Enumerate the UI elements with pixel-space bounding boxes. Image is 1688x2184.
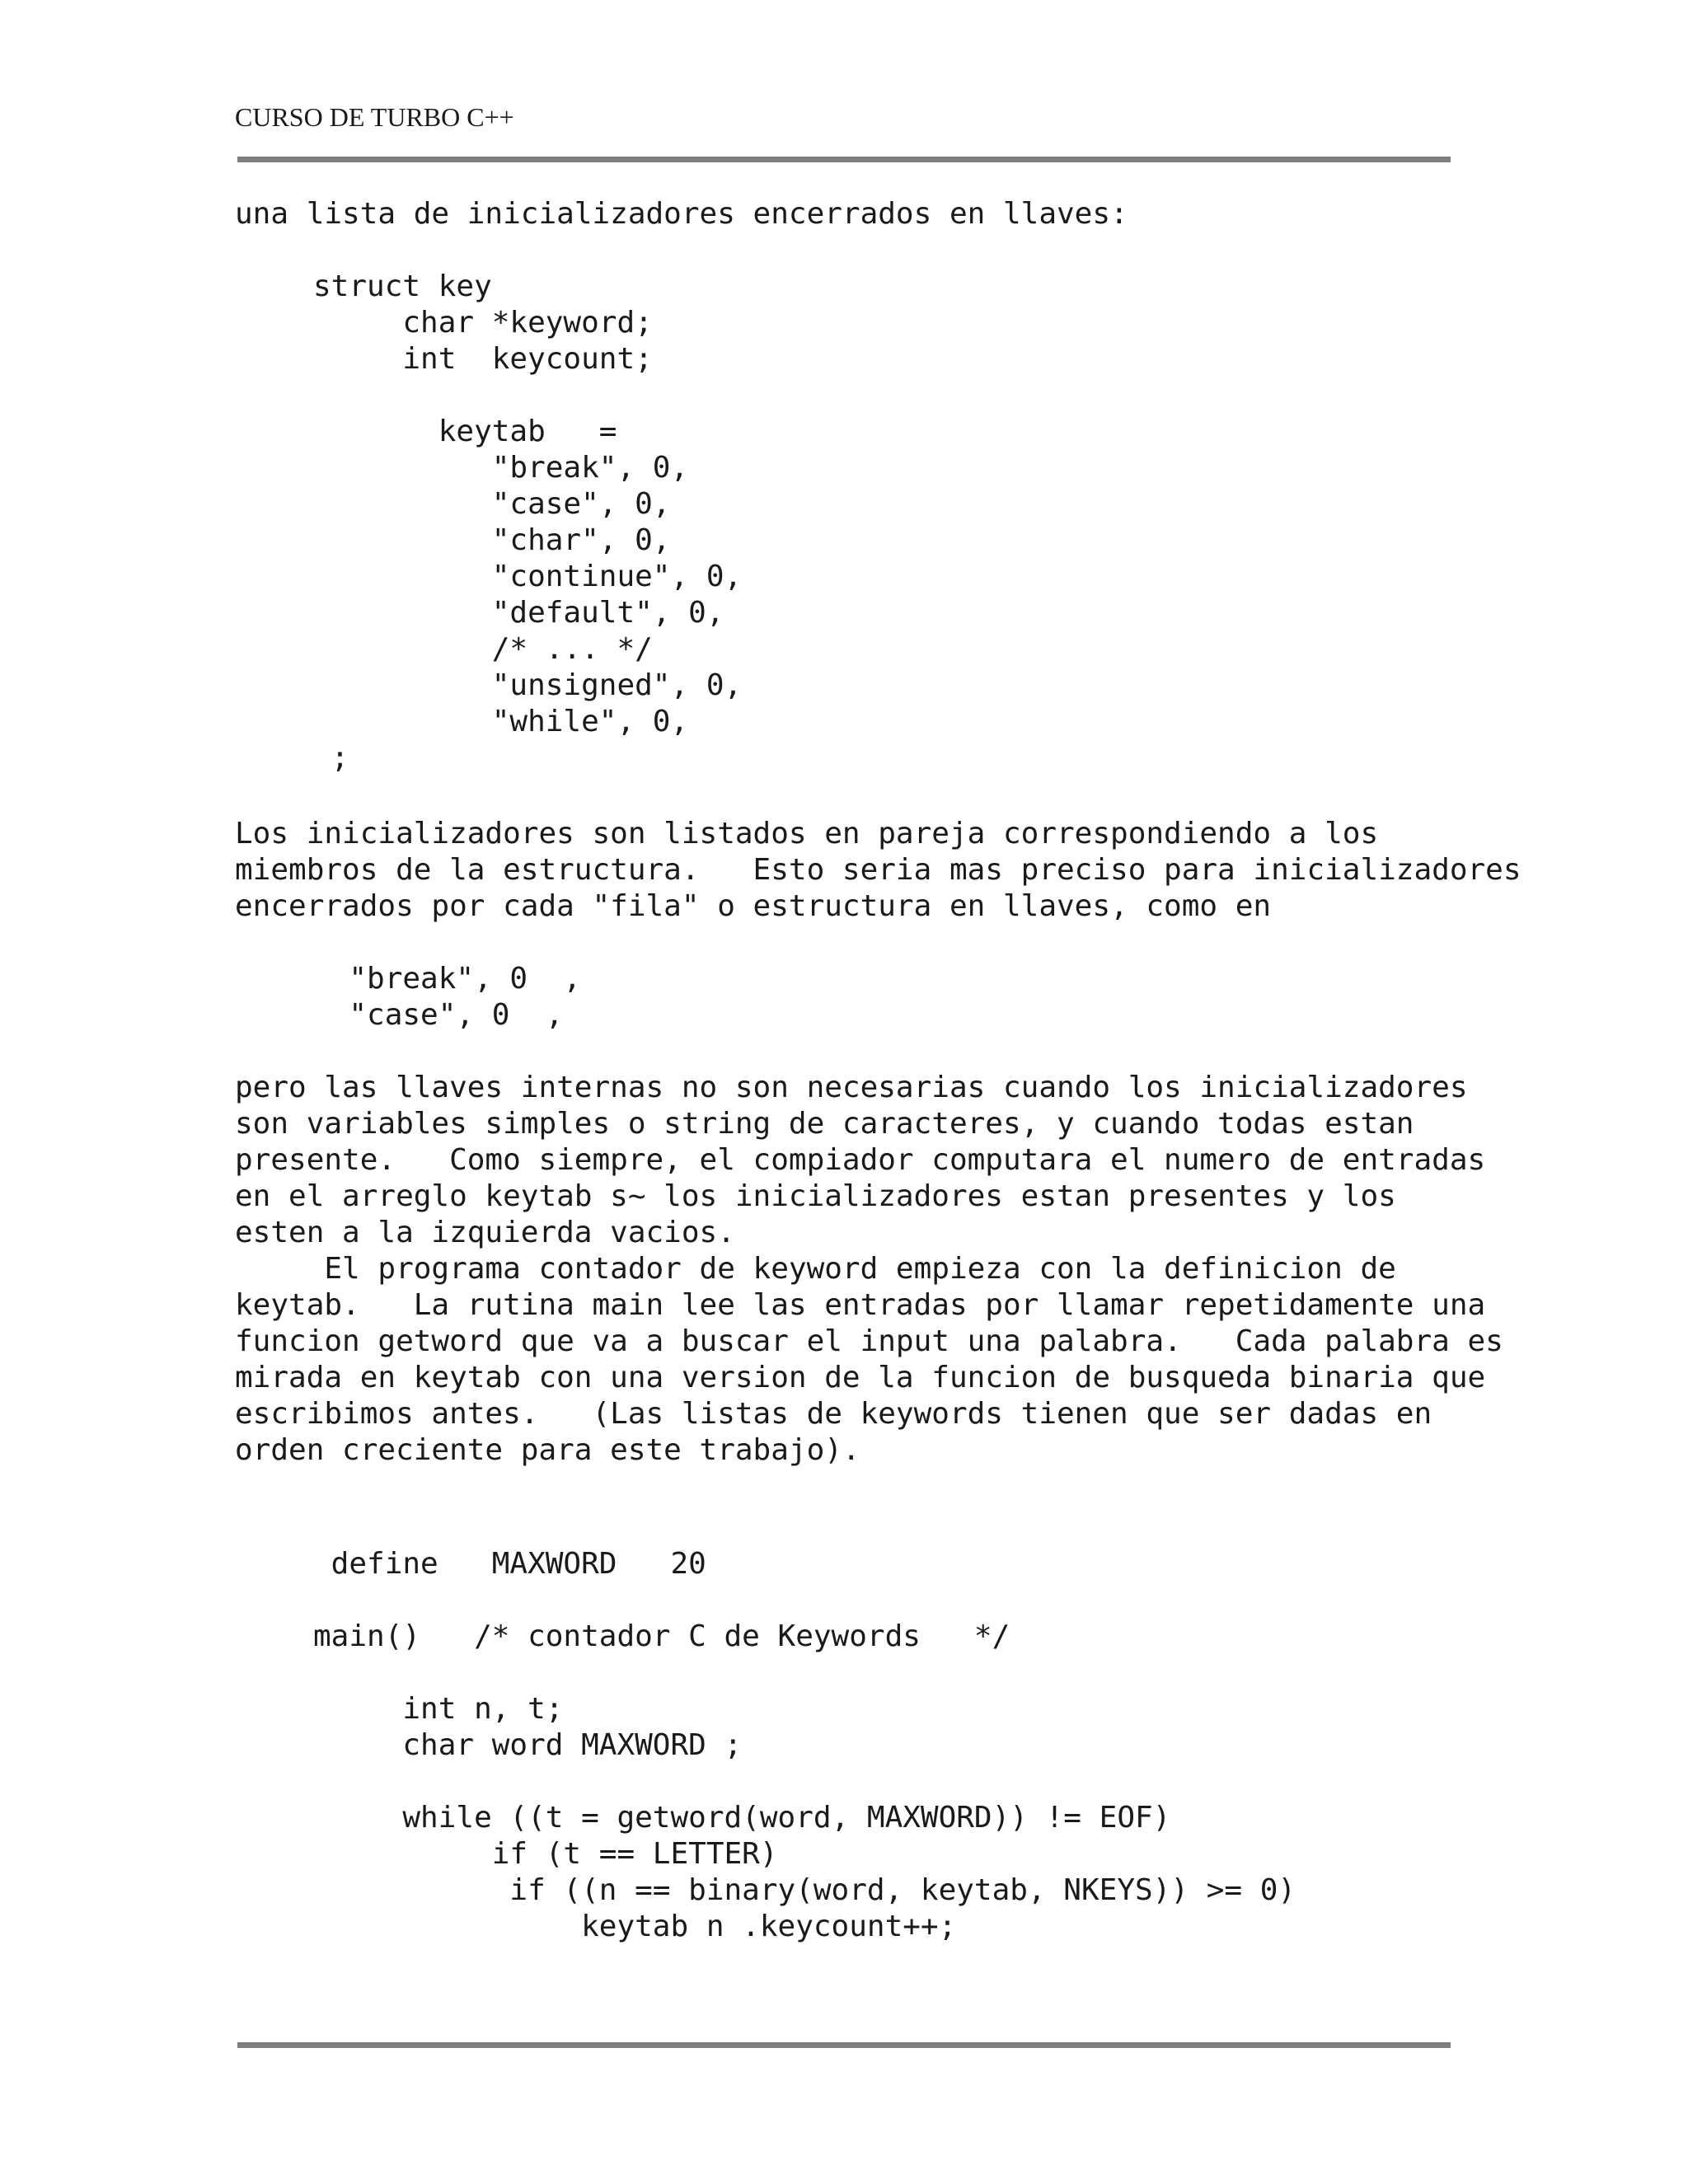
paragraph-keyword-counter: pero las llaves internas no son necesarias cuando los inicializadores son variables simples o string de caracteres, y cuando todas estan presente. Como siempre, el compiador computara el numero de entradas en el arreglo keytab s~ los inicializadores estan presentes y los esten a la izquierda vacios. El programa contador de keyword empieza con la definicion de keytab. La rutina main lee las entradas por llamar repetidamente una funcion getword que va a buscar el input una palabra. Cada palabra es mirada en keytab con una version de la funcion de busqueda binaria que escribimos antes. (Las listas de keywords tienen que ser dadas en orden creciente para este trabajo).: [235, 1071, 1503, 1467]
header-rule: [237, 157, 1451, 162]
code-main-signature: main() /* contador C de Keywords */: [313, 1619, 1010, 1653]
code-inner-braces: "break", 0 , "case", 0 ,: [349, 962, 582, 1032]
code-main-body: int n, t; char word MAXWORD ; while ((t = getword(word, MAXWORD)) != EOF) if (t == LETTER) if ((n == binary(word, keytab, NKEYS)) >= 0) keytab n .keycount++;: [402, 1692, 1296, 1943]
header-title: CURSO DE TURBO C++: [235, 102, 514, 132]
footer-rule: [237, 2042, 1451, 2048]
intro-text: una lista de inicializadores encerrados en llaves:: [235, 197, 1128, 231]
code-define: define MAXWORD 20: [313, 1547, 706, 1581]
paragraph-initializers: Los inicializadores son listados en pareja correspondiendo a los miembros de la estructura. Esto seria mas preciso para inicializadores encerrados por cada "fila" o estructura en llaves, como en: [235, 817, 1522, 923]
code-struct-key: struct key char *keyword; int keycount; keytab = "break", 0, "case", 0, "char", 0, "continue", 0, "default", 0, /* ... */ "unsigned", 0, "while", 0, ;: [313, 269, 743, 775]
